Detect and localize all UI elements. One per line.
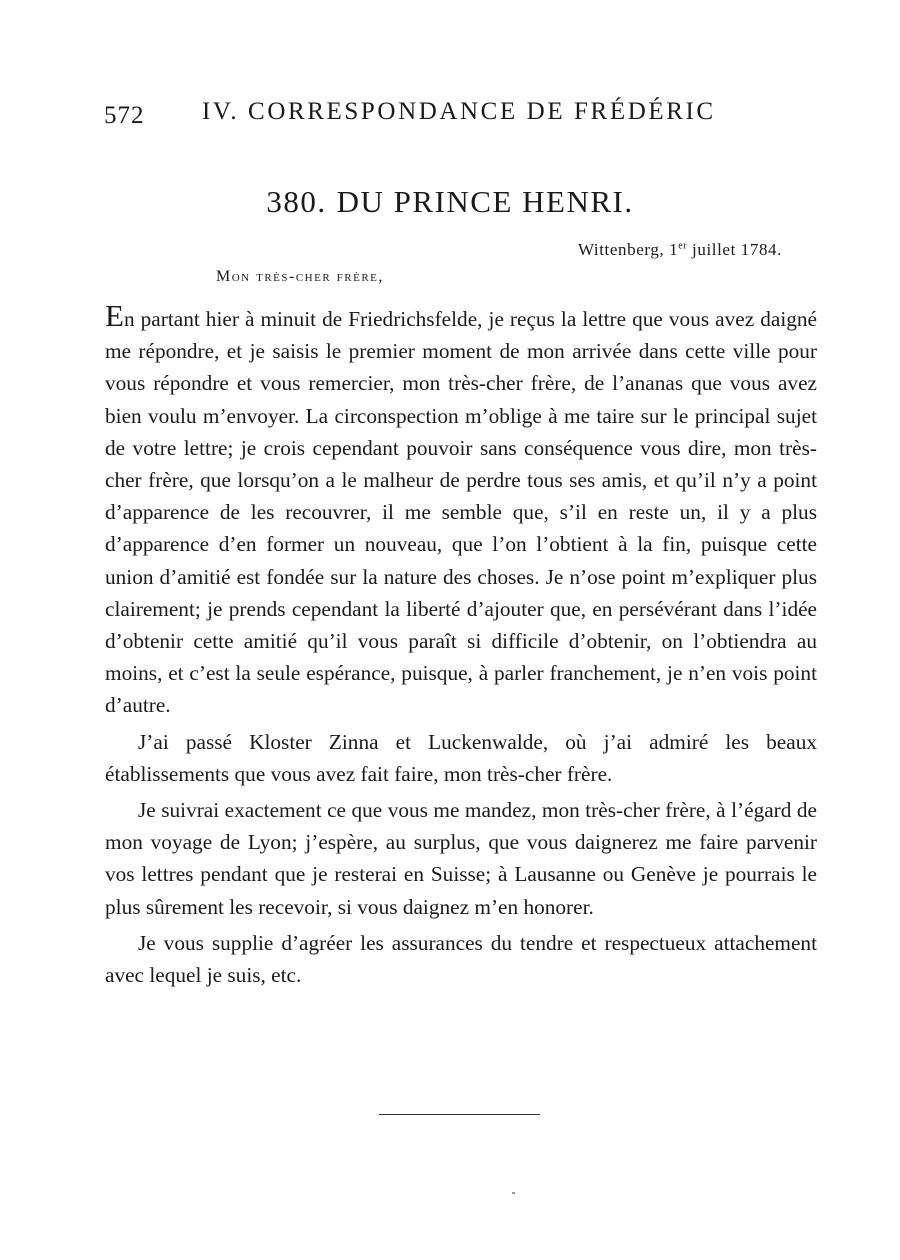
- salutation: Mon très-cher frère,: [216, 268, 384, 285]
- letter-body: [105, 300, 817, 991]
- dateline-superscript: er: [678, 240, 688, 252]
- page-number: 572: [104, 102, 145, 129]
- initial-letter: E: [105, 298, 124, 333]
- dateline-place: Wittenberg, 1: [577, 240, 679, 259]
- dateline: [578, 240, 782, 260]
- letter-number: 380.: [266, 184, 327, 219]
- dateline-date: juillet 1784.: [687, 240, 782, 259]
- letter-heading: [0, 184, 900, 220]
- running-head: [104, 98, 724, 138]
- section-divider: [379, 1114, 540, 1115]
- print-speck: [512, 1192, 515, 1194]
- letter-title: DU PRINCE HENRI.: [336, 184, 634, 219]
- paragraph-3: Je suivrai exactement ce que vous me mandez, mon très-cher frère, à l’égard de mon voyage de Lyon; j’espère, au surplus, que vous daignerez me faire parvenir vos lettres pendant que je resterai en Suisse; à Lausanne ou Genève je pourrais le plus sûrement les recevoir, si vous daignez m’en honorer.: [105, 798, 817, 919]
- paragraph-4: Je vous supplie d’agréer les assurances du tendre et respectueux attachement avec lequel je suis, etc.: [105, 930, 817, 988]
- running-title: IV. CORRESPONDANCE DE FRÉDÉRIC: [202, 98, 716, 125]
- paragraph-1-text: n partant hier à minuit de Friedrichsfelde, je reçus la lettre que vous avez daigné me répondre, et je saisis le premier moment de mon arrivée dans cette ville pour vous répondre et vous remercier, mon très-cher frère, de l’ananas que vous avez bien voulu m’envoyer. La circonspection m’oblige à me taire sur le principal sujet de votre lettre; je crois cependant pouvoir sans conséquence vous dire, mon très-cher frère, que lorsqu’on a le malheur de perdre tous ses amis, et qu’il n’y a point d’apparence de les recouvrer, il me semble que, s’il en reste un, il y a plus d’apparence d’en former un nouveau, que l’on l’obtient à la fin, puisque cette union d’amitié est fondée sur la nature des choses. Je n’ose point m’expliquer plus clairement; je prends cependant la liberté d’ajouter que, en persévérant dans l’idée d’obtenir cette amitié qu’il vous paraît si difficile d’obtenir, on l’obtiendra au moins, et c’est la seule espérance, puisque, à parler franchement, je n’en vois point d’autre.: [105, 307, 817, 718]
- paragraph-2: J’ai passé Kloster Zinna et Luckenwalde, où j’ai admiré les beaux établissements que vous avez fait faire, mon très-cher frère.: [105, 729, 817, 786]
- paragraph-1: [105, 300, 817, 722]
